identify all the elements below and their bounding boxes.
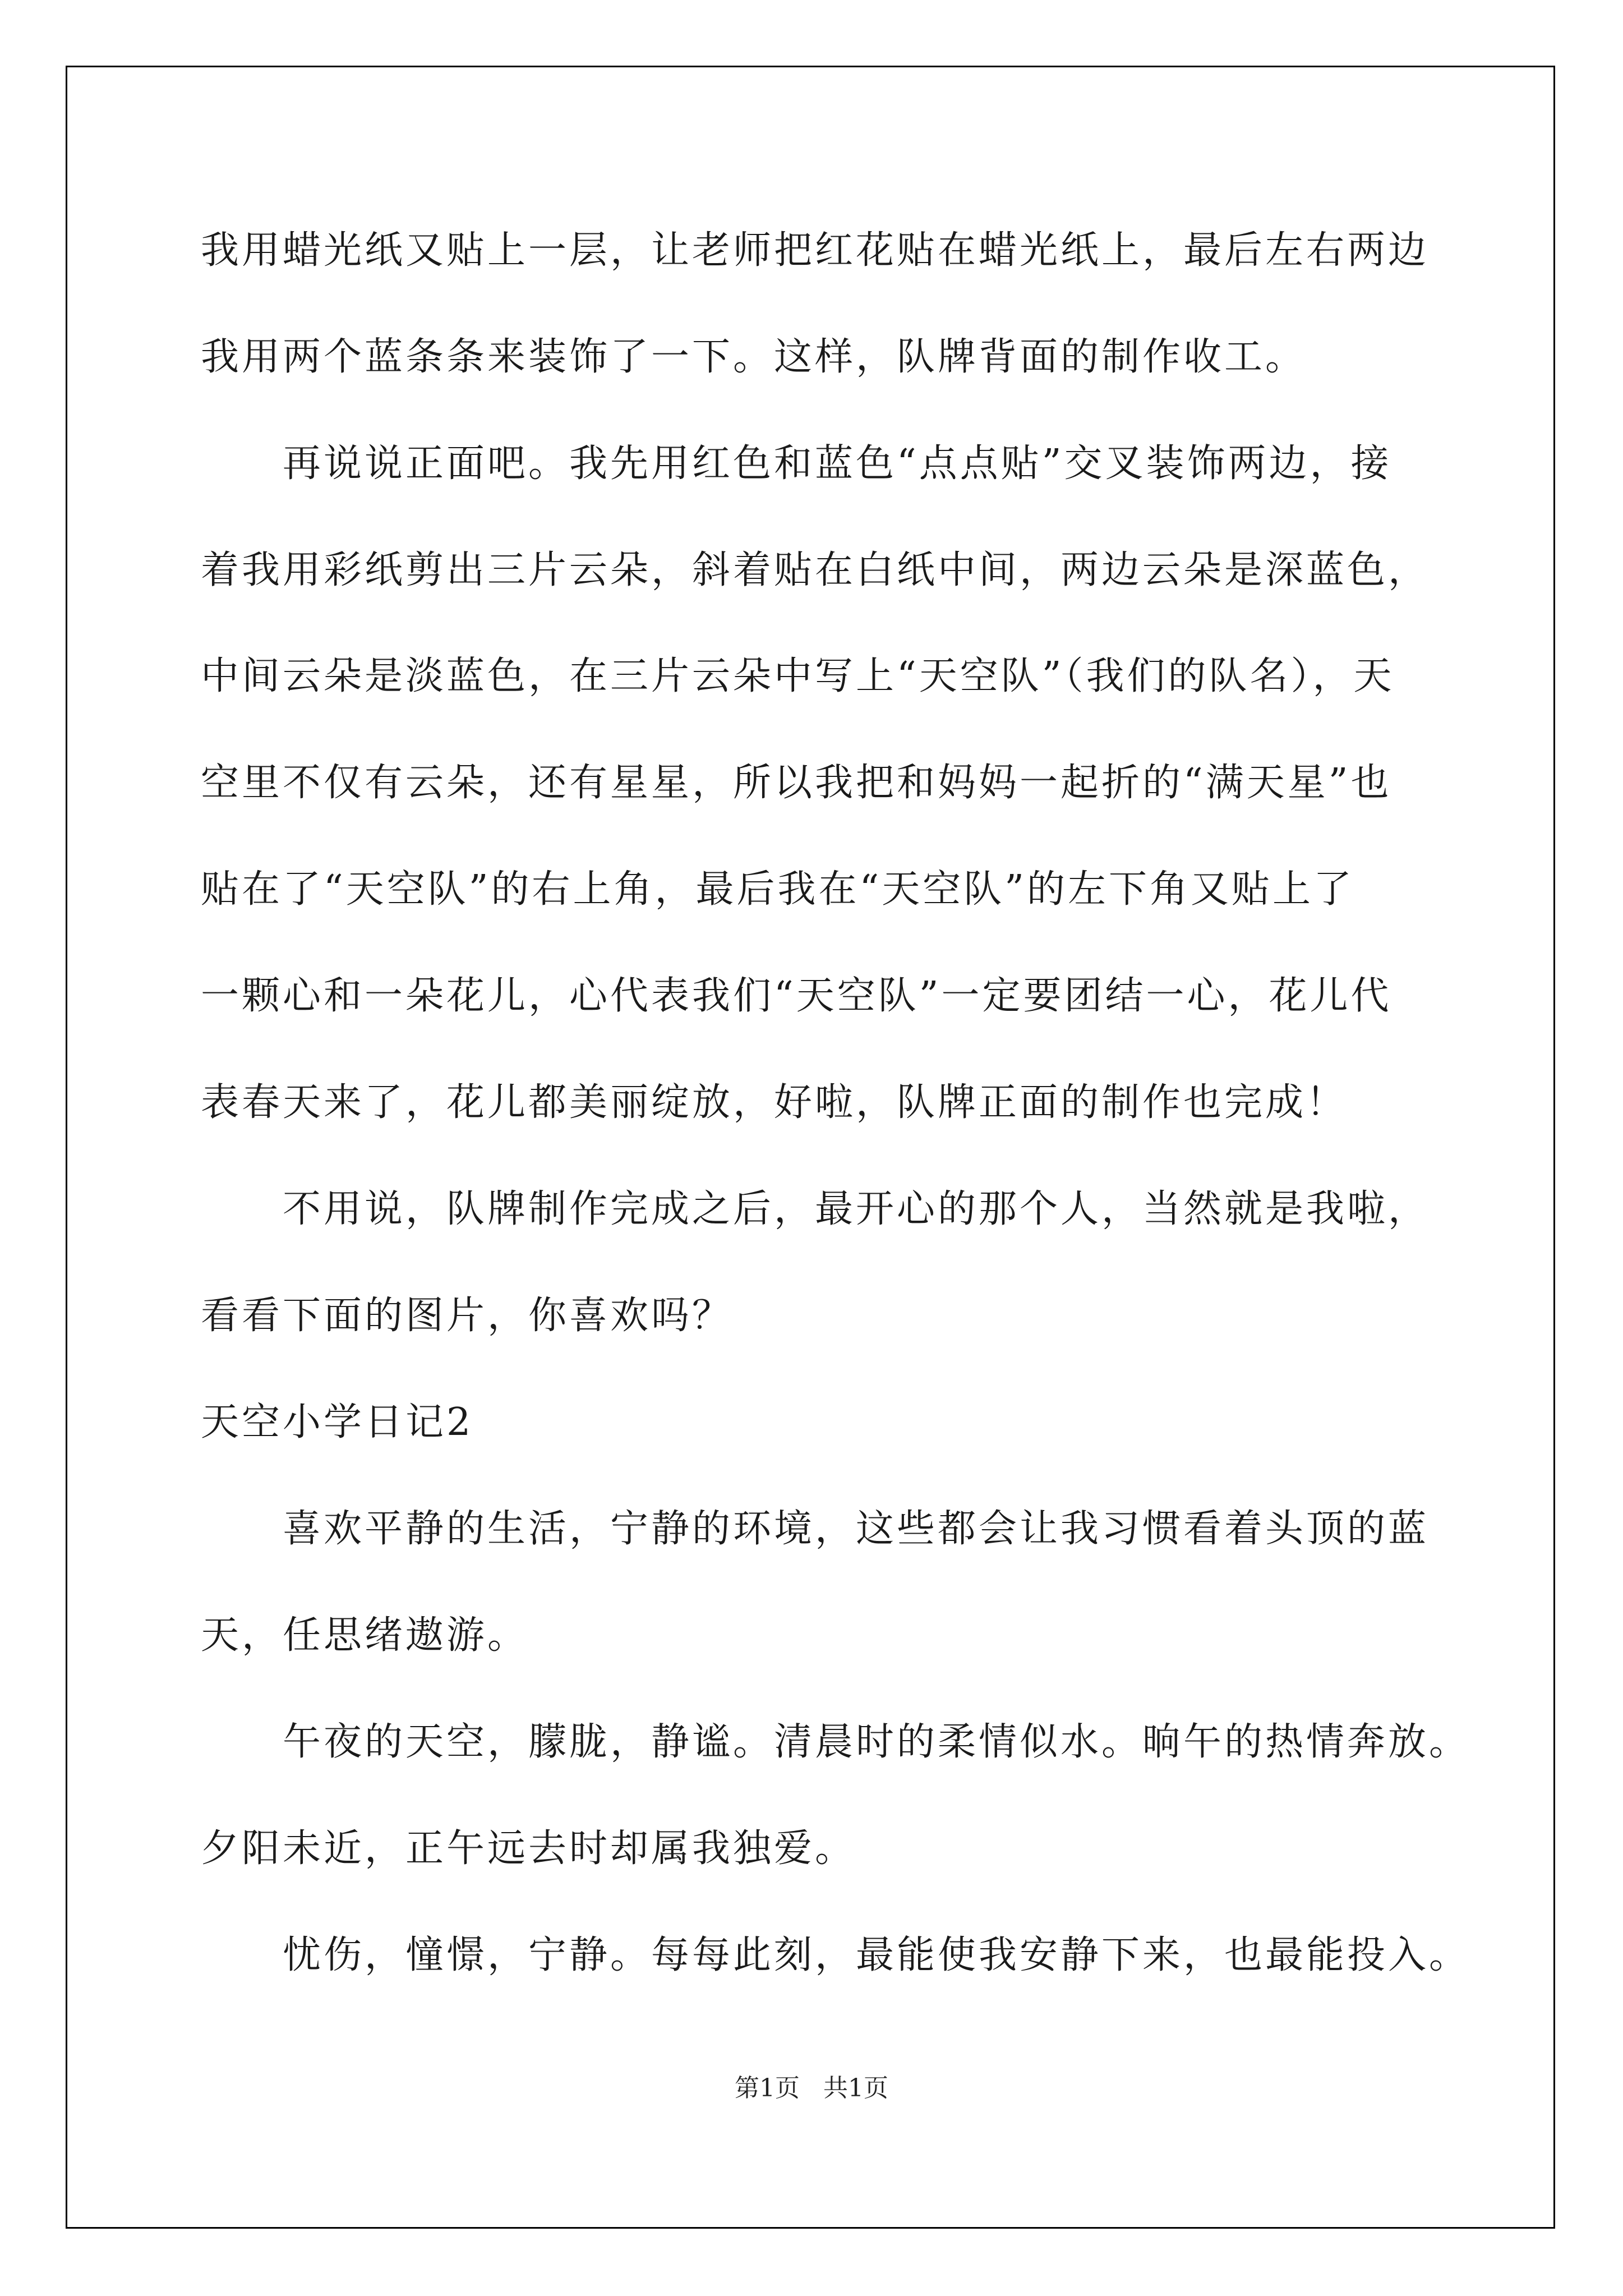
text-line: 天，任思绪遨游。 [201, 1613, 529, 1658]
text-line: 我用两个蓝条条来装饰了一下。这样，队牌背面的制作收工。 [201, 335, 1307, 379]
text-line: 贴在了“天空队”的右上角，最后我在“天空队”的左下角又贴上了 [201, 867, 1355, 912]
text-line: 中间云朵是淡蓝色，在三片云朵中写上“天空队”（我们的队名），天 [201, 654, 1395, 698]
text-line: 空里不仅有云朵，还有星星，所以我把和妈妈一起折的“满天星”也 [201, 761, 1392, 805]
text-line: 看看下面的图片，你喜欢吗？ [201, 1294, 734, 1338]
text-line: 表春天来了，花儿都美丽绽放，好啦，队牌正面的制作也完成！ [201, 1080, 1348, 1125]
paragraph-start-line: 午夜的天空，朦胧，静谧。清晨时的柔情似水。晌午的热情奔放。 [283, 1720, 1470, 1764]
text-line: 夕阳未近，正午远去时却属我独爱。 [201, 1826, 856, 1871]
text-line: 我用蜡光纸又贴上一层，让老师把红花贴在蜡光纸上，最后左右两边 [201, 228, 1430, 273]
text-line: 一颗心和一朵花儿，心代表我们“天空队”一定要团结一心，花儿代 [201, 974, 1392, 1018]
section-heading: 天空小学日记2 [201, 1400, 474, 1444]
paragraph-start-line: 再说说正面吧。我先用红色和蓝色“点点贴”交叉装饰两边，接 [283, 441, 1392, 486]
text-line: 着我用彩纸剪出三片云朵，斜着贴在白纸中间，两边云朵是深蓝色， [201, 548, 1430, 592]
paragraph-start-line: 喜欢平静的生活，宁静的环境，这些都会让我习惯看着头顶的蓝 [283, 1507, 1430, 1551]
paragraph-start-line: 忧伤，憧憬，宁静。每每此刻，最能使我安静下来，也最能投入。 [283, 1933, 1470, 1977]
paragraph-start-line: 不用说，队牌制作完成之后，最开心的那个人，当然就是我啦， [283, 1187, 1430, 1231]
page-border [66, 66, 1555, 2229]
page-footer: 第1页 共1页 [735, 2074, 888, 2102]
